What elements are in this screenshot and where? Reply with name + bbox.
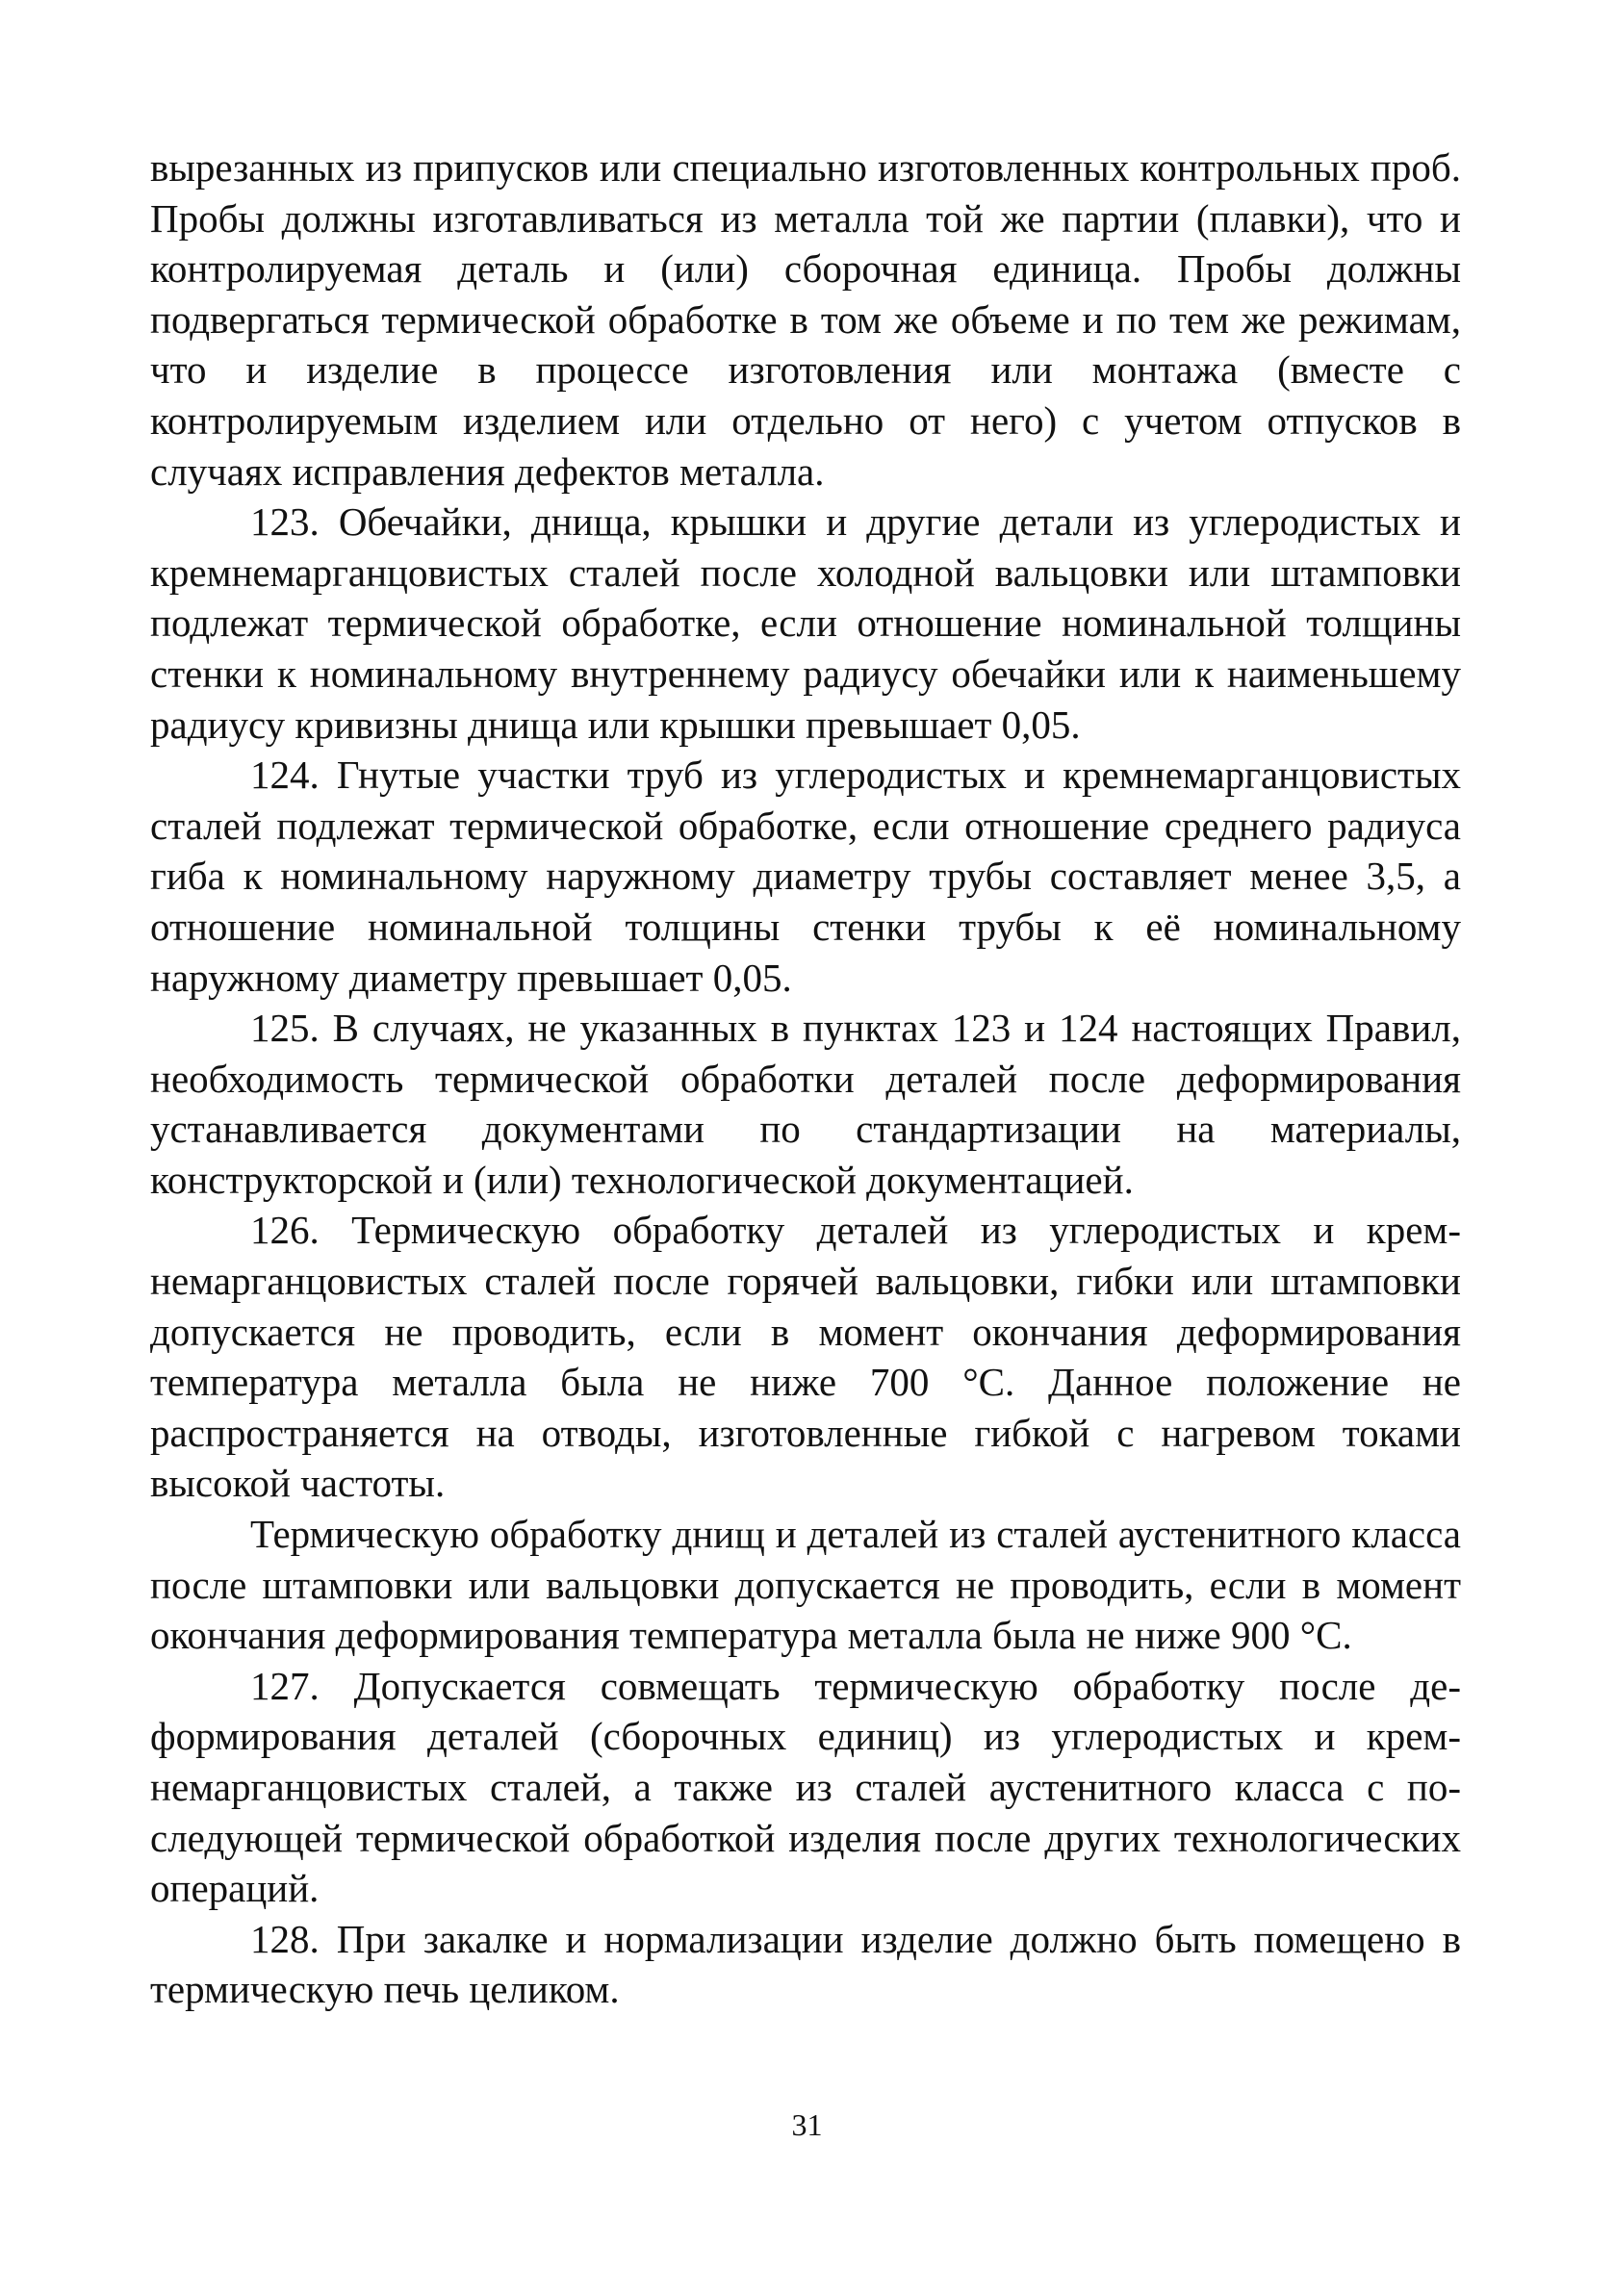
paragraph-clause-124: 124. Гнутые участки труб из углеродистых и кремнемарганцовистых сталей подлежат термической обработке, если отношение среднего радиуса гиба к номинальному наружному диаметру трубы составляет менее 3,5, а отношение номинальной толщины стенки трубы к её номинальному наружному диаметру превышает 0,05.: [150, 753, 1461, 1000]
paragraph-clause-127: 127. Допускается совмещать термическую обработку после деформирования деталей (сборочных единиц) из углеродистых и кремнемарганцовистых сталей, а также из сталей аустенитного класса с последующей термической обработкой изделия после других технологических операций.: [150, 1663, 1461, 1911]
page-number: 31: [791, 2107, 823, 2142]
paragraph-continuation: вырезанных из припусков или специально изготовленных контрольных проб. Пробы должны изготавливаться из металла той же партии (плавки), что и контролируемая деталь и (или) сборочная единица. Пробы должны подвергаться термической обработке в том же объеме и по тем же режимам, что и изделие в процессе изготовления или монтажа (вместе с контролируемым изделием или отдельно от него) с учетом отпусков в случаях исправления дефектов металла.: [150, 145, 1461, 494]
paragraph-clause-123: 123. Обечайки, днища, крышки и другие детали из углеродистых и кремнемарганцовистых сталей после холодной вальцовки или штамповки подлежат термической обработке, если отношение номинальной толщины стенки к номинальному внутреннему радиусу обечайки или к наименьшему радиусу кривизны днища или крышки превышает 0,05.: [150, 499, 1461, 747]
paragraph-clause-128: 128. При закалке и нормализации изделие должно быть помещено в термическую печь целиком.: [150, 1916, 1461, 2012]
body-text: [150, 142, 1461, 2015]
paragraph-clause-125: 125. В случаях, не указанных в пунктах 123 и 124 настоящих Правил, необходимость термической обработки деталей после деформирования устанавливается документами по стандартизации на материалы, конструкторской и (или) технологической документацией.: [150, 1006, 1461, 1202]
paragraph-clause-126: 126. Термическую обработку деталей из углеродистых и кремнемарганцовистых сталей после горячей вальцовки, гибки или штамповки допускается не проводить, если в момент окончания деформирования температура металла была не ниже 700 °С. Данное положение не распространяется на отводы, изготовленные гибкой с нагревом токами высокой частоты.: [150, 1208, 1461, 1506]
paragraph-clause-126-part-2: Термическую обработку днищ и деталей из сталей аустенитного класса после штамповки или вальцовки допускается не проводить, если в момент окончания деформирования температура металла была не ниже 900 °С.: [150, 1512, 1461, 1658]
